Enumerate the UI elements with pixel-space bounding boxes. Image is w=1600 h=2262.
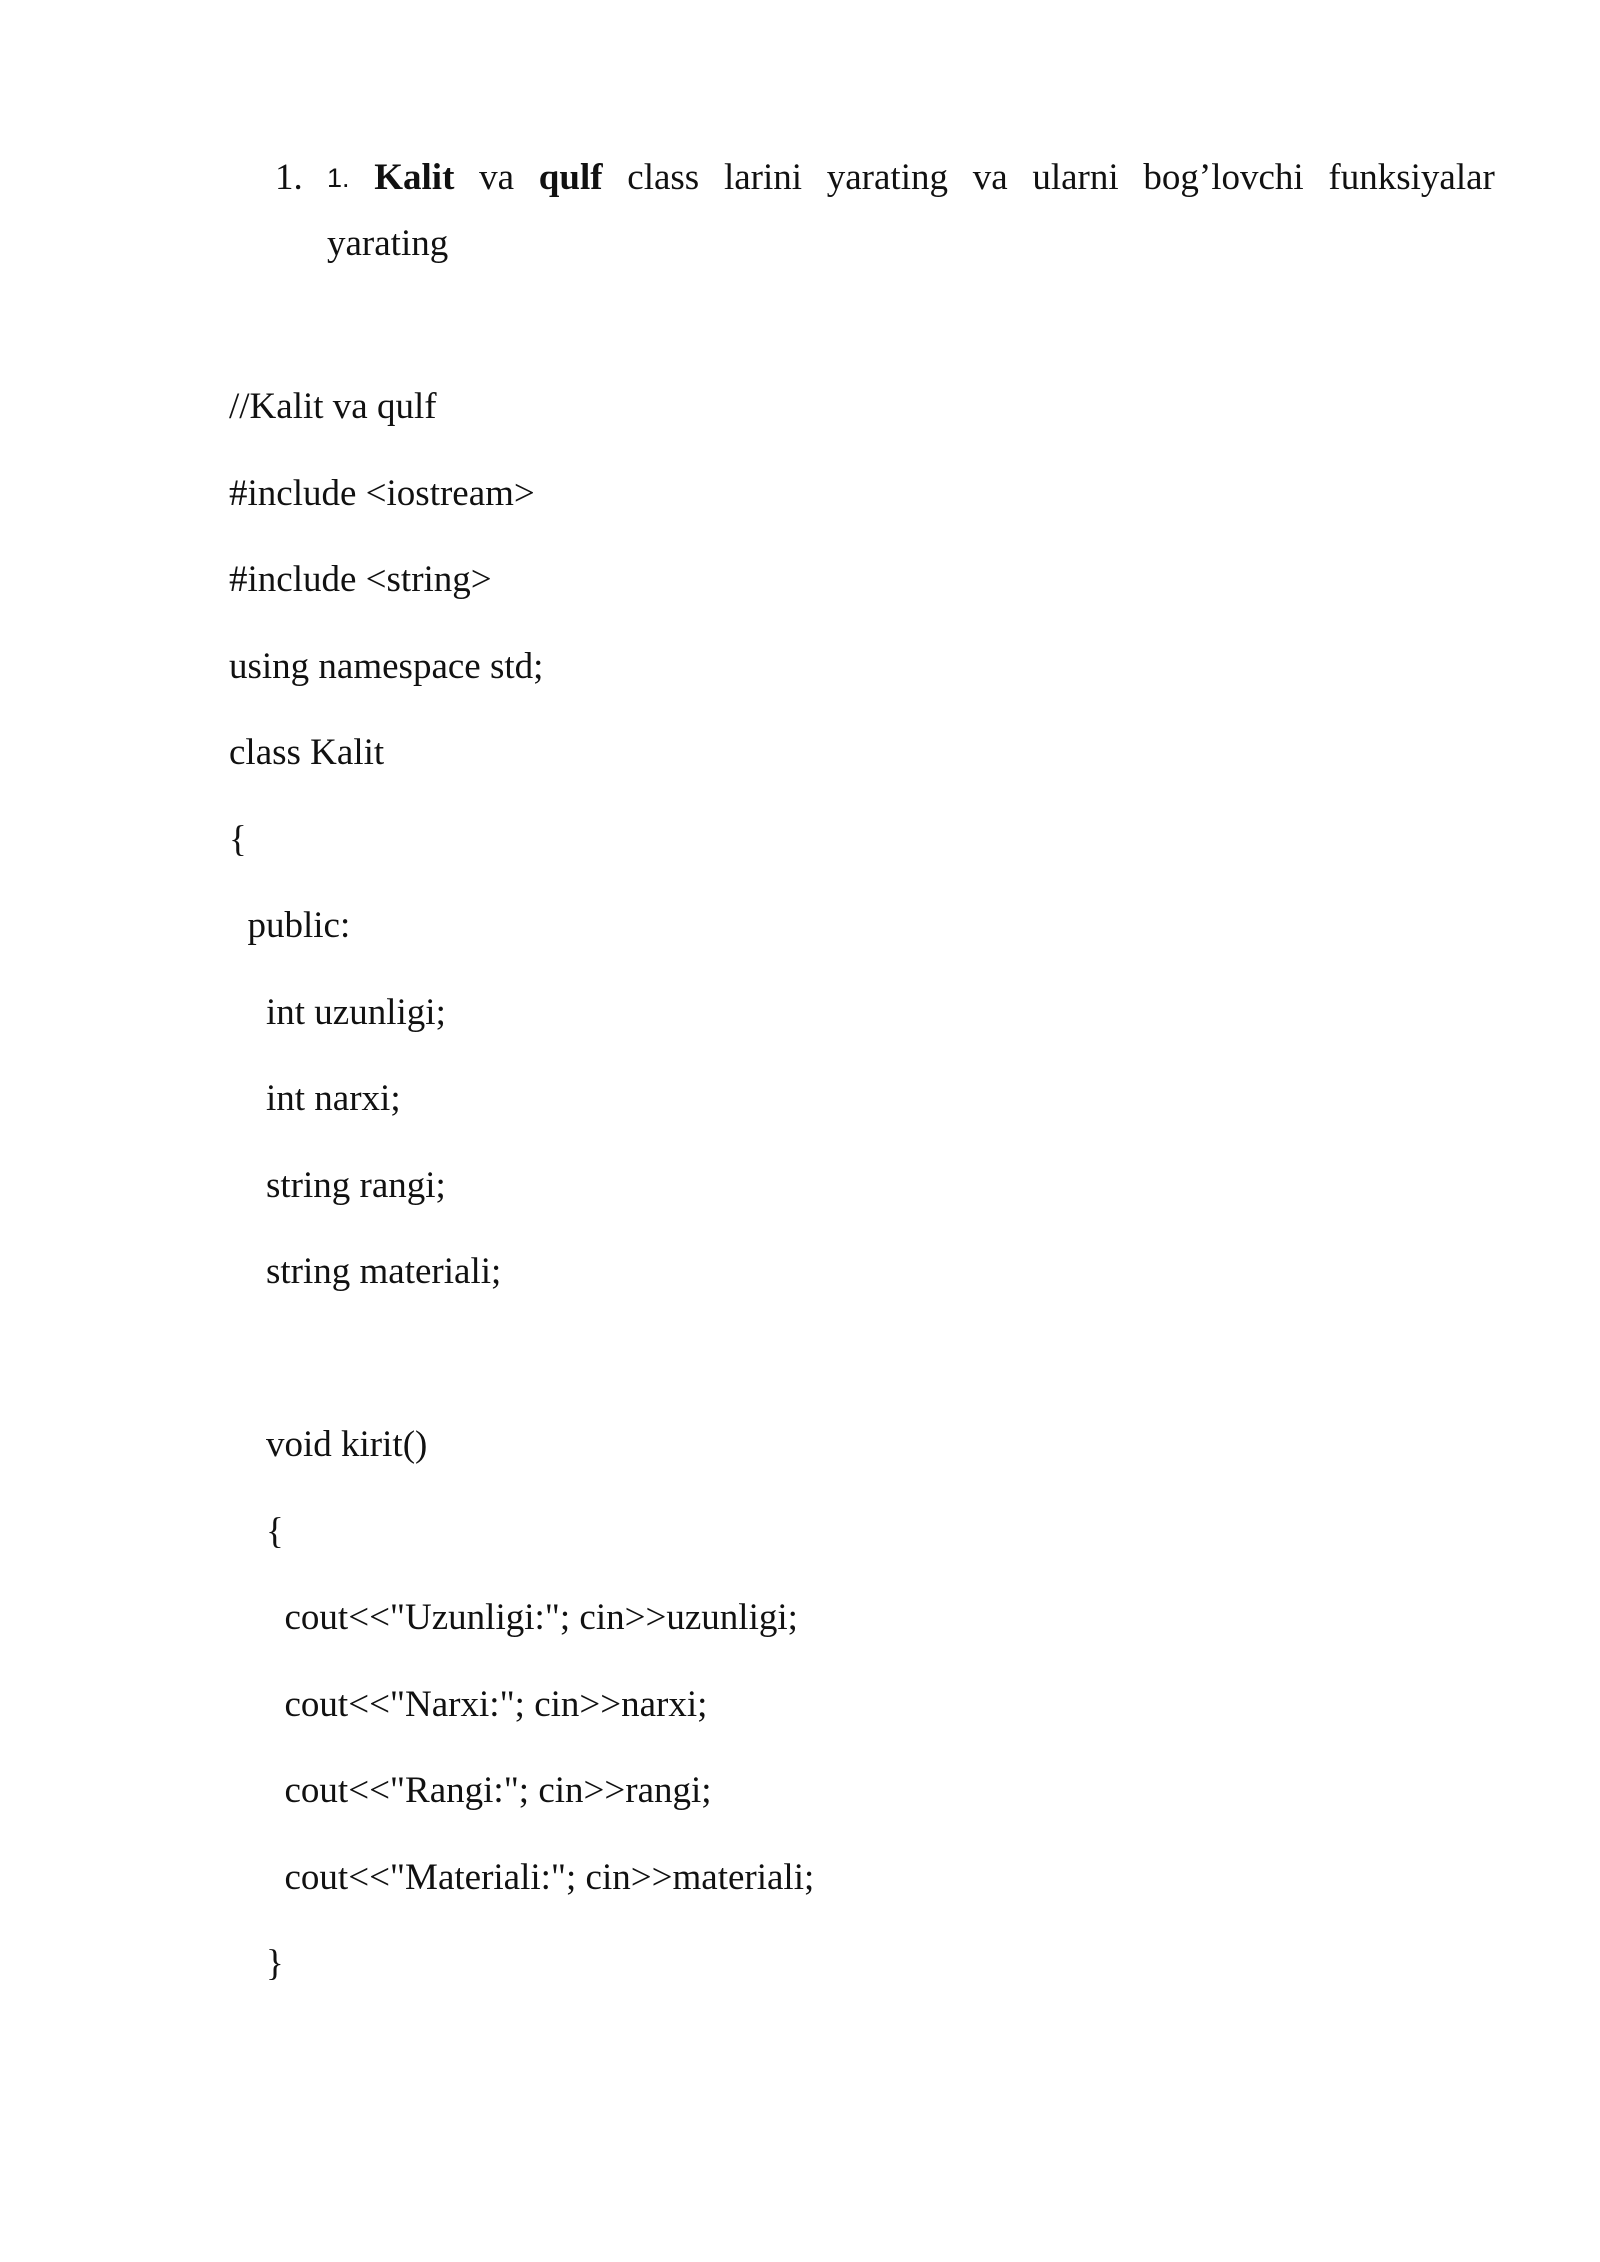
- code-line: string rangi;: [229, 1164, 446, 1206]
- code-line: int uzunligi;: [229, 991, 446, 1033]
- list-number: 1.: [275, 157, 303, 198]
- task-word: funksiyalar: [1328, 157, 1495, 198]
- code-line: //Kalit va qulf: [229, 386, 437, 427]
- code-line: int narxi;: [229, 1078, 401, 1119]
- task-inner-number: 1.: [327, 163, 350, 193]
- task-word: bog’lovchi: [1143, 157, 1304, 198]
- code-line: }: [229, 1943, 284, 1984]
- code-line: {: [229, 1510, 284, 1552]
- code-line: string materiali;: [229, 1251, 502, 1292]
- task-word: larini: [723, 157, 803, 198]
- task-word: yarating: [826, 157, 948, 198]
- task-item: [275, 145, 1495, 277]
- task-word: ularni: [1032, 157, 1119, 198]
- task-continuation: yarating: [327, 223, 449, 264]
- code-line: using namespace std;: [229, 645, 544, 687]
- code-line: class Kalit: [229, 732, 385, 773]
- code-line: void kirit(): [229, 1424, 428, 1465]
- code-line: cout<<"Narxi:"; cin>>narxi;: [229, 1683, 708, 1725]
- code-line: #include <string>: [229, 559, 492, 600]
- task-word: va: [479, 157, 515, 198]
- task-word: qulf: [538, 157, 603, 198]
- code-line: cout<<"Materiali:"; cin>>materiali;: [229, 1856, 815, 1898]
- code-line: public:: [229, 905, 351, 946]
- task-word: Kalit: [374, 157, 455, 198]
- code-line: cout<<"Uzunligi:"; cin>>uzunligi;: [229, 1597, 798, 1638]
- task-word: class: [627, 157, 700, 198]
- task-first-line: [327, 145, 1495, 211]
- task-text: [327, 145, 1495, 277]
- code-line: #include <iostream>: [229, 472, 535, 514]
- code-line: {: [229, 818, 247, 860]
- code-line: cout<<"Rangi:"; cin>>rangi;: [229, 1770, 712, 1811]
- task-word: va: [972, 157, 1008, 198]
